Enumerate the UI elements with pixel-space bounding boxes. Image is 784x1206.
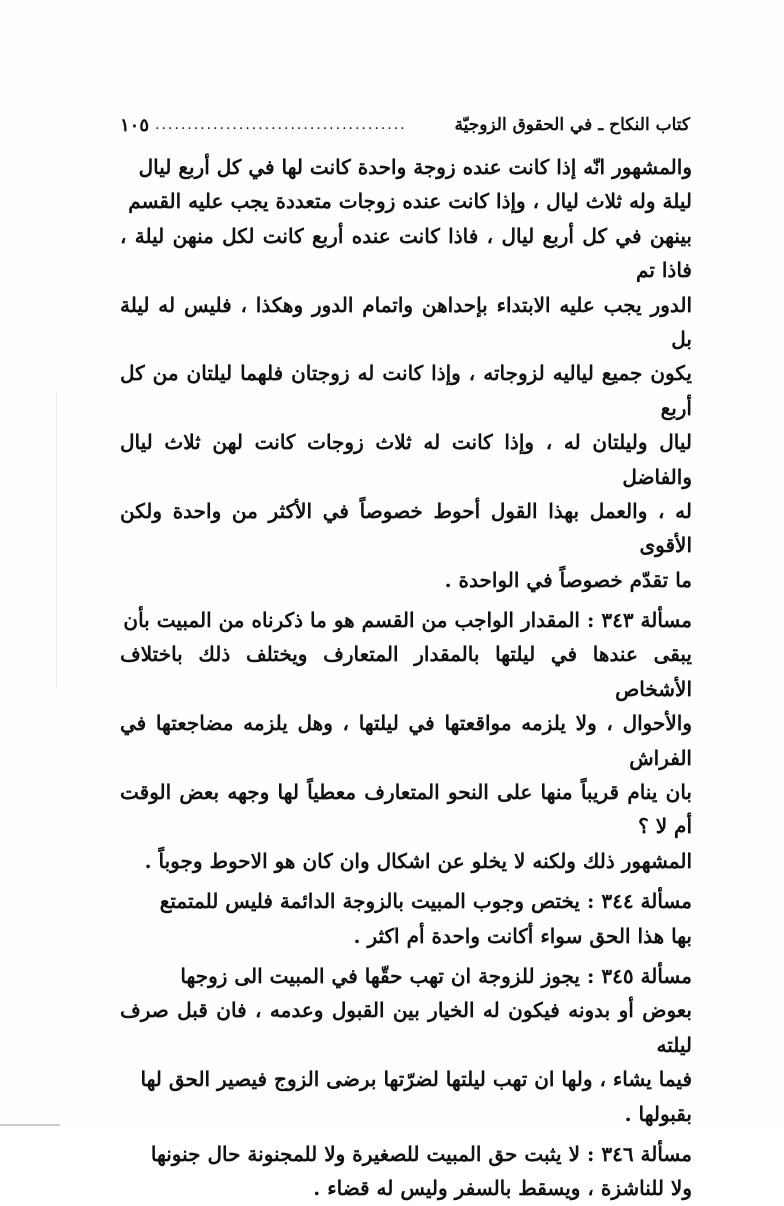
text-line: بان ينام قريباً منها على النحو المتعارف معطياً لها وجهه بعض الوقت أم لا ؟ xyxy=(120,780,692,839)
text-line: ما تقدّم خصوصاً في الواحدة . xyxy=(444,567,692,592)
paragraph-masala-345 xyxy=(120,959,692,1131)
text-line: بقبولها . xyxy=(624,1101,692,1126)
text-line xyxy=(120,959,692,993)
paragraph-masala-346 xyxy=(120,1137,692,1206)
masala-label: مسألة ٣٤٦ : xyxy=(586,1141,692,1166)
masala-label: مسألة ٣٤٥ : xyxy=(586,963,692,988)
text-line: ليال وليلتان له ، وإذا كانت له ثلاث زوجات كانت لهن ثلاث ليال والفاضل xyxy=(120,430,692,489)
text-line: ليلة وله ثلاث ليال ، وإذا كانت عنده زوجات متعددة يجب عليه القسم xyxy=(128,189,692,214)
footer-rule xyxy=(0,1124,60,1126)
paragraph-masala-344 xyxy=(120,884,692,953)
masala-label: مسألة ٣٤٣ : xyxy=(586,608,692,633)
text-line: يبقى عندها في ليلتها بالمقدار المتعارف ويختلف ذلك باختلاف الأشخاص xyxy=(120,642,692,701)
text-line: بها هذا الحق سواء أكانت واحدة أم اكثر . xyxy=(353,923,692,948)
text-line: ولا للناشزة ، ويسقط بالسفر وليس له قضاء . xyxy=(313,1176,692,1201)
text-line: فيما يشاء ، ولها ان تهب ليلتها لضرّتها برضى الزوج فيصير الحق لها xyxy=(140,1067,692,1092)
text-line: له ، والعمل بهذا القول أحوط خصوصاً في الأكثر من واحدة ولكن الأقوى xyxy=(120,498,692,558)
header-title: كتاب النكاح ـ في الحقوق الزوجيّة xyxy=(454,115,690,135)
text-line xyxy=(120,884,692,918)
text-line: والمشهور انّه إذا كانت عنده زوجة واحدة كانت لها في كل أربع ليال xyxy=(138,155,692,179)
text-line-rest: يجوز للزوجة ان تهب حقّها في المبيت الى زوجها xyxy=(180,963,580,988)
text-line xyxy=(120,603,692,637)
text-line-rest: لا يثبت حق المبيت للصغيرة ولا للمجنونة حال جنونها xyxy=(150,1141,580,1166)
text-line: يكون جميع لياليه لزوجاته ، وإذا كانت له زوجتان فلهما ليلتان من كل أربع xyxy=(120,361,692,420)
paragraph-masala-343 xyxy=(120,603,692,878)
masala-label: مسألة ٣٤٤ : xyxy=(586,889,692,914)
header-leader-dots: ....................................... xyxy=(155,117,407,133)
text-line: الدور يجب عليه الابتداء بإحداهن واتمام الدور وهكذا ، فليس له ليلة بل xyxy=(120,292,692,351)
running-header xyxy=(120,110,690,140)
text-line: بينهن في كل أربع ليال ، فاذا كانت عنده أربع كانت لكل منهن ليلة ، فاذا تم xyxy=(120,223,692,283)
text-line: والأحوال ، ولا يلزمه مواقعتها في ليلتها ، وهل يلزمه مضاجعتها في الفراش xyxy=(120,711,692,770)
page-body xyxy=(120,150,692,1206)
text-line: بعوض أو بدونه فيكون له الخيار بين القبول وعدمه ، فان قبل صرف ليلته xyxy=(120,998,692,1057)
page-number: ١٠٥ xyxy=(120,114,150,136)
text-line xyxy=(120,1137,692,1171)
text-line-rest: يختص وجوب المبيت بالزوجة الدائمة فليس للمتمتع xyxy=(159,889,580,914)
text-line-rest: المقدار الواجب من القسم هو ما ذكرناه من المبيت بأن xyxy=(123,608,580,633)
text-line: المشهور ذلك ولكنه لا يخلو عن اشكال وان كان هو الاحوط وجوباً . xyxy=(144,848,692,873)
scan-margin-mark xyxy=(56,390,57,690)
paragraph-intro xyxy=(120,150,692,597)
